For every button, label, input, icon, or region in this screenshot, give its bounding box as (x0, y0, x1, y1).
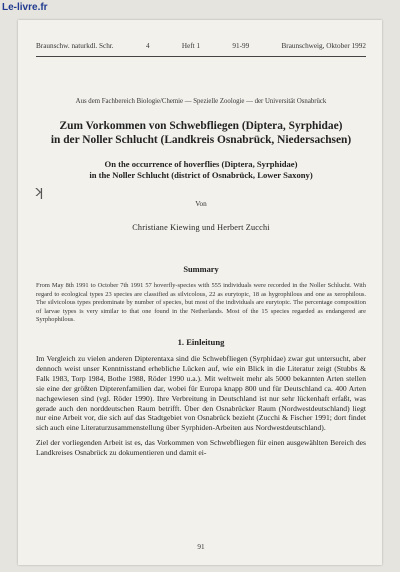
by-label: Von (195, 200, 207, 208)
summary-text: From May 8th 1991 to October 7th 1991 57 hoverfly-species with 555 individuals were recorded in the Noller Schlucht. With regard to ecological types 23 species are classified as silvicolous, 22 as eurytopic, 18 as hygrophilous and one as xerophilous. The silvicolous types predominate by number of species, but most of the individuals are eurytopic. The percentage composition of larvae types is very similar to that one found in the Netherlands. Most of the 15 species regarded as endangered are Syrphophilous. (36, 282, 366, 324)
header-rule (36, 56, 366, 57)
watermark-logo: Le-livre.fr (2, 2, 48, 13)
document-page (18, 20, 382, 565)
institute-line: Aus dem Fachbereich Biologie/Chemie — Spezielle Zoologie — der Universität Osnabrück (75, 98, 327, 105)
handwritten-mark-icon: ʞ (34, 184, 44, 200)
title-line-1: Zum Vorkommen von Schwebfliegen (Diptera, Syrphidae) (59, 120, 343, 132)
journal-place-date: Braunschweig, Oktober 1992 (281, 42, 366, 50)
authors: Christiane Kiewing und Herbert Zucchi (132, 223, 270, 232)
section-heading: 1. Einleitung (177, 337, 225, 347)
subtitle-line-2: in the Noller Schlucht (district of Osnabrück, Lower Saxony) (89, 170, 313, 180)
paragraph-2: Ziel der vorliegenden Arbeit ist es, das Vorkommen von Schwebfliegen für einen ausgewählten Bereich des Landkreises Osnabrück zu dokumentieren und damit ei- (36, 438, 366, 458)
article-title (36, 119, 366, 147)
page-number: 91 (197, 543, 205, 551)
journal-header (36, 42, 366, 50)
paragraph-1: Im Vergleich zu vielen anderen Dipterentaxa sind die Schwebfliegen (Syrphidae) zwar gut untersucht, aber dennoch weist unser Kenntnisstand erhebliche Lücken auf, wie ein Blick in die Literatur zeigt (Stubbs & Falk 1983, Torp 1984, Bothe 1988, Röder 1990 u.a.). Mit weltweit mehr als 5000 bekannten Arten stellen sie eine der größten Dipterenfamilien dar, wobei für Europa knapp 800 und für Deutschland ca. 400 Arten nachgewiesen sind (vgl. Röder 1990). Ihre Verbreitung in Deutschland ist nur sehr lückenhaft erfaßt, was gerade auch den norddeutschen Raum betrifft. Über den Osnabrücker Raum (Nordwestdeutschland) liegt nur eine Arbeit vor, die sich auf das Stadtgebiet von Osnabrück bezieht (Zucchi & Fischer 1991; dort findet sich auch eine Literaturzusammenstellung über Syrphiden-Arbeiten aus Nordwestdeutschland). (36, 354, 366, 433)
subtitle-line-1: On the occurrence of hoverflies (Diptera, Syrphidae) (104, 159, 298, 169)
title-line-2: in der Noller Schlucht (Landkreis Osnabrück, Niedersachsen) (50, 134, 352, 146)
journal-name: Braunschw. naturkdl. Schr. (36, 42, 114, 50)
summary-heading: Summary (183, 265, 219, 274)
article-subtitle (36, 159, 366, 181)
journal-volume: 4 (145, 42, 150, 50)
body-text (36, 354, 366, 463)
journal-issue: Heft 1 (181, 42, 201, 50)
journal-pages: 91-99 (232, 42, 250, 50)
